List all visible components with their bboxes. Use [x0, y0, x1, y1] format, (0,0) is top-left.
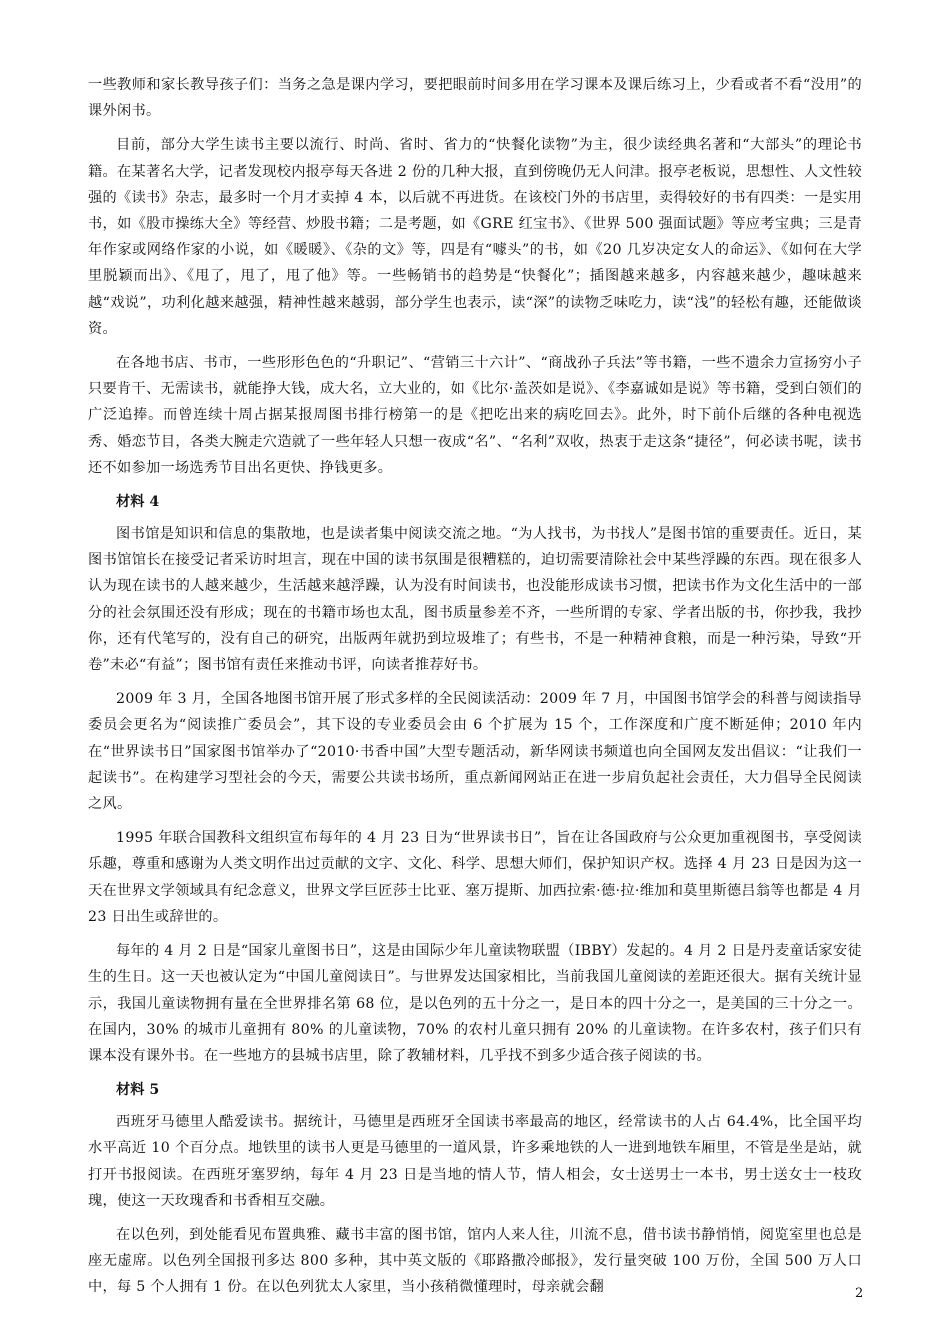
- page-number: 2: [855, 1286, 864, 1301]
- paragraph-bookstore-trends: 在各地书店、书市，一些形形色色的“升职记”、“营销三十六计”、“商战孙子兵法”等书籍，一些不遗余力宣扬穷小子只要肯干、无需读书，就能挣大钱，成大名，立大业的，如《比尔·盖茨如是说》、《李嘉诚如是说》等书籍，受到白领们的广泛追捧。而曾连续十周占据某报周图书排行榜第一的是《把吃出来的病吃回去》。此外，时下前仆后继的各种电视选秀、婚恋节目，各类大腕走穴造就了一些年轻人只想一夜成“名”、“名利”双收，热衷于走这条“捷径”，何必读书呢，读书还不如参加一场选秀节目出名更快、挣钱更多。: [88, 355, 862, 476]
- paragraph-world-book-day: 1995 年联合国教科文组织宣布每年的 4 月 23 日为“世界读书日”，旨在让各国政府与公众更加重视图书，享受阅读乐趣，尊重和感谢为人类文明作出过贡献的文字、文化、科学、思想大师们，保护知识产权。选择 4 月 23 日是因为这一天在世界文学领域具有纪念意义，世界文学巨匠莎士比亚、塞万提斯、加西拉索·德·拉·维加和莫里斯德吕翁等也都是 4 月 23 日出生或辞世的。: [88, 830, 862, 925]
- paragraph-library-role: 图书馆是知识和信息的集散地，也是读者集中阅读交流之地。“为人找书，为书找人”是图书馆的重要责任。近日，某图书馆馆长在接受记者采访时坦言，现在中国的读书氛围是很糟糕的，迫切需要清除社会中某些浮躁的东西。现在很多人认为现在读书的人越来越少，生活越来越浮躁，认为没有时间读书，也没能形成读书习惯，把读书作为文化生活中的一部分的社会氛围还没有形成；现在的书籍市场也太乱，图书质量参差不齐，一些所谓的专家、学者出版的书，你抄我，我抄你，还有代笔写的，没有自己的研究，出版两年就扔到垃圾堆了；有些书，不是一种精神食粮，而是一种污染，导致“开卷”未必“有益”；图书馆有责任来推动书评，向读者推荐好书。: [88, 526, 862, 674]
- paragraph-reading-activities: 2009 年 3 月，全国各地图书馆开展了形式多样的全民阅读活动：2009 年 7 月，中国图书馆学会的科普与阅读指导委员会更名为“阅读推广委员会”，其下设的专业委员会由 6 个扩展为 15 个，工作深度和广度不断延伸；2010 年内在“世界读书日”国家图书馆举办了“2010·书香中国”大型专题活动，新华网读书频道也向全国网友发出倡议：“让我们一起读书”。在构建学习型社会的今天，需要公共读书场所，重点新闻网站正在进一步肩负起社会责任，大力倡导全民阅读之风。: [88, 691, 862, 813]
- paragraph-continuation: 一些教师和家长教导孩子们：当务之急是课内学习，要把眼前时间多用在学习课本及课后练习上，少看或者不看“没用”的课外闲书。: [88, 77, 862, 120]
- section-heading-material-4: 材料 4: [116, 494, 160, 511]
- document-page: [88, 72, 862, 1309]
- paragraph-college-reading: 目前，部分大学生读书主要以流行、时尚、省时、省力的“快餐化读物”为主，很少读经典名著和“大部头”的理论书籍。在某著名大学，记者发现校内报亭每天各进 2 份的几种大报，直到傍晚仍无人问津。报亭老板说，思想性、人文性较强的《读书》杂志，最多时一个月才卖掉 4 本，以后就不再进货。在该校门外的书店里，卖得较好的书有四类：一是实用书，如《股市操练大全》等经营、炒股书籍；二是考题，如《GRE 红宝书》、《世界 500 强面试题》等应考宝典；三是青年作家或网络作家的小说，如《暖暖》、《杂的文》等，四是有“噱头”的书，如《20 几岁决定女人的命运》、《如何在大学里脱颖而出》、《甩了，甩了，甩了他》等。一些畅销书的趋势是“快餐化”；插图越来越多，内容越来越少，趣味越来越“戏说”，功利化越来越强，精神性越来越弱，部分学生也表示，读“深”的读物乏味吃力，读“浅”的轻松有趣，还能做谈资。: [88, 137, 862, 337]
- section-heading-material-5: 材料 5: [116, 1082, 160, 1099]
- paragraph-children-book-day: 每年的 4 月 2 日是“国家儿童图书日”，这是由国际少年儿童读物联盟（IBBY）发起的。4 月 2 日是丹麦童话家安徒生的生日。这一天也被认定为“中国儿童阅读日”。与世界发达国家相比，当前我国儿童阅读的差距还很大。据有关统计显示，我国儿童读物拥有量在全世界排名第 68 位，是以色列的五十分之一，是日本的四十分之一，是美国的三十分之一。在国内，30% 的城市儿童拥有 80% 的儿童读物，70% 的农村儿童只拥有 20% 的儿童读物。在许多农村，孩子们只有课本没有课外书。在一些地方的县城书店里，除了教辅材料，几乎找不到多少适合孩子阅读的书。: [88, 943, 862, 1064]
- paragraph-madrid-reading: 西班牙马德里人酷爱读书。据统计，马德里是西班牙全国读书率最高的地区，经常读书的人占 64.4%，比全国平均水平高近 10 个百分点。地铁里的读书人更是马德里的一道风景，许多乘地铁的人一进到地铁车厢里，不管是坐是站，就打开书报阅读。在西班牙塞罗纳，每年 4 月 23 日是当地的情人节，情人相会，女士送男士一本书，男士送女士一枝玫瑰，使这一天玫瑰香和书香相互交融。: [88, 1114, 862, 1209]
- paragraph-israel-reading: 在以色列，到处能看见布置典雅、藏书丰富的图书馆，馆内人来人往，川流不息，借书读书静悄悄，阅览室里也总是座无虚席。以色列全国报刊多达 800 多种，其中英文版的《耶路撒冷邮报》，发行量突破 100 万份，全国 500 万人口中，每 5 个人拥有 1 份。在以色列犹太人家里，当小孩稍微懂理时，母亲就会翻: [88, 1226, 862, 1296]
